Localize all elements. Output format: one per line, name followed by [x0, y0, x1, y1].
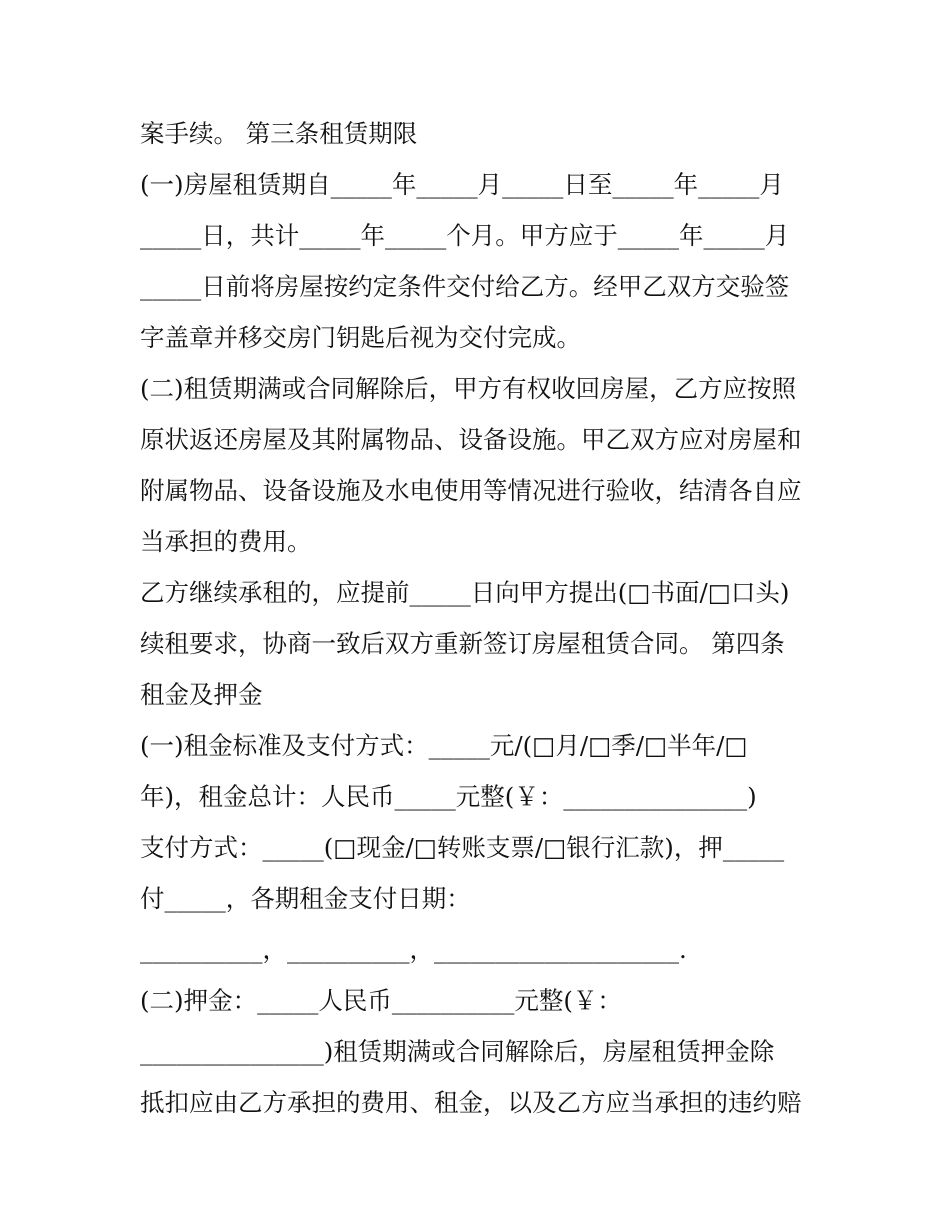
text-line: _______________)租赁期满或合同解除后，房屋租赁押金除	[140, 1037, 775, 1066]
text-line: 付_____，各期租金支付日期：	[140, 884, 471, 913]
text-line: 字盖章并移交房门钥匙后视为交付完成。	[140, 323, 581, 352]
text-line: (一)租金标准及支付方式：_____元/(□月/□季/□半年/□	[140, 731, 748, 760]
text-line: _____日，共计_____年_____个月。甲方应于_____年_____月	[140, 221, 790, 250]
text-line: 案手续。 第三条租赁期限	[140, 119, 418, 148]
text-line: 抵扣应由乙方承担的费用、租金，以及乙方应当承担的违约赔	[140, 1088, 802, 1117]
text-line: 附属物品、设备设施及水电使用等情况进行验收，结清各自应	[140, 476, 802, 505]
contract-text	[140, 108, 820, 1128]
text-line: (二)租赁期满或合同解除后，甲方有权收回房屋，乙方应按照	[140, 374, 797, 403]
text-line: 年)，租金总计：人民币_____元整(￥：_______________)	[140, 782, 757, 811]
text-line: 续租要求，协商一致后双方重新签订房屋租赁合同。 第四条	[140, 629, 785, 658]
text-line: 支付方式：_____(□现金/□转账支票/□银行汇款)，押_____	[140, 833, 785, 862]
text-line: __________，__________，____________________.	[140, 935, 687, 964]
text-line: 当承担的费用。	[140, 527, 312, 556]
text-line: 原状返还房屋及其附属物品、设备设施。甲乙双方应对房屋和	[140, 425, 802, 454]
text-line: (一)房屋租赁期自_____年_____月_____日至_____年_____月	[140, 170, 784, 199]
text-line: _____日前将房屋按约定条件交付给乙方。经甲乙双方交验签	[140, 272, 790, 301]
text-line: (二)押金：_____人民币__________元整(￥：	[140, 986, 622, 1015]
text-line: 租金及押金	[140, 680, 263, 709]
text-line: 乙方继续承租的，应提前_____日向甲方提出(□书面/□口头)	[140, 578, 790, 607]
